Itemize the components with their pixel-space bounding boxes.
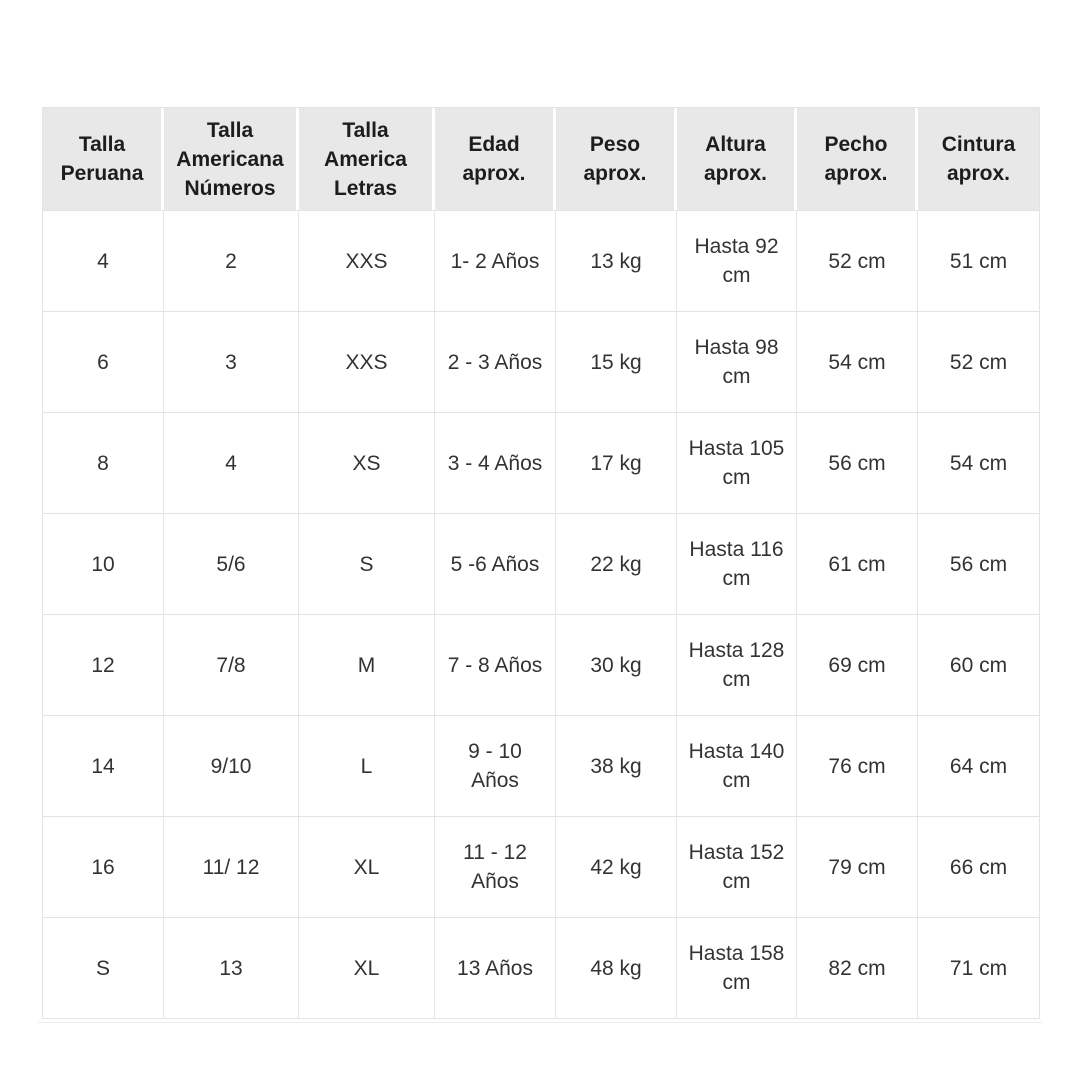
size-chart-cell: XL — [299, 917, 435, 1018]
size-chart-cell: 11/ 12 — [164, 816, 299, 917]
size-chart-cell: 9/10 — [164, 715, 299, 816]
column-header-2: Talla America Letras — [299, 108, 435, 210]
size-chart-cell: M — [299, 614, 435, 715]
size-chart-cell: Hasta 98 cm — [677, 311, 797, 412]
column-header-0: Talla Peruana — [43, 108, 164, 210]
size-chart-cell: L — [299, 715, 435, 816]
column-header-4: Peso aprox. — [556, 108, 677, 210]
size-chart-body — [43, 210, 1039, 1018]
size-chart-row-6 — [43, 816, 1039, 917]
column-header-6: Pecho aprox. — [797, 108, 918, 210]
size-chart-cell: 52 cm — [797, 210, 918, 311]
size-chart-cell: 82 cm — [797, 917, 918, 1018]
size-chart-cell: 13 Años — [435, 917, 556, 1018]
size-chart-cell: 4 — [164, 412, 299, 513]
size-chart-cell: 66 cm — [918, 816, 1039, 917]
size-chart-cell: 64 cm — [918, 715, 1039, 816]
size-chart-row-7 — [43, 917, 1039, 1018]
size-chart-cell: 5/6 — [164, 513, 299, 614]
size-chart-row-2 — [43, 412, 1039, 513]
size-chart-cell: 7/8 — [164, 614, 299, 715]
bottom-divider — [38, 1022, 1042, 1023]
size-chart-cell: 7 - 8 Años — [435, 614, 556, 715]
size-chart-cell: 71 cm — [918, 917, 1039, 1018]
size-chart-cell: 52 cm — [918, 311, 1039, 412]
size-chart-row-0 — [43, 210, 1039, 311]
size-chart-row-3 — [43, 513, 1039, 614]
size-chart-cell: 6 — [43, 311, 164, 412]
size-chart-cell: XXS — [299, 311, 435, 412]
size-chart-row-1 — [43, 311, 1039, 412]
size-chart-cell: 14 — [43, 715, 164, 816]
size-chart-cell: 1- 2 Años — [435, 210, 556, 311]
size-chart-cell: Hasta 116 cm — [677, 513, 797, 614]
column-header-5: Altura aprox. — [677, 108, 797, 210]
size-chart-header-row — [43, 108, 1039, 210]
size-chart-cell: 79 cm — [797, 816, 918, 917]
size-chart-cell: Hasta 92 cm — [677, 210, 797, 311]
size-chart-cell: 54 cm — [797, 311, 918, 412]
size-chart-cell: 54 cm — [918, 412, 1039, 513]
size-chart-cell: Hasta 152 cm — [677, 816, 797, 917]
size-chart-cell: 3 - 4 Años — [435, 412, 556, 513]
size-chart-cell: Hasta 128 cm — [677, 614, 797, 715]
size-chart-cell: XS — [299, 412, 435, 513]
size-chart-cell: 60 cm — [918, 614, 1039, 715]
size-chart-cell: 2 - 3 Años — [435, 311, 556, 412]
size-chart-cell: 12 — [43, 614, 164, 715]
size-chart-cell: XXS — [299, 210, 435, 311]
column-header-3: Edad aprox. — [435, 108, 556, 210]
size-chart-cell: XL — [299, 816, 435, 917]
size-chart-cell: 15 kg — [556, 311, 677, 412]
size-chart-cell: 9 - 10 Años — [435, 715, 556, 816]
size-chart-cell: 61 cm — [797, 513, 918, 614]
size-chart-cell: 3 — [164, 311, 299, 412]
column-header-1: Talla Americana Números — [164, 108, 299, 210]
size-chart-cell: S — [43, 917, 164, 1018]
size-chart-cell: 22 kg — [556, 513, 677, 614]
size-chart-cell: S — [299, 513, 435, 614]
size-chart-cell: 5 -6 Años — [435, 513, 556, 614]
size-chart-table — [42, 107, 1040, 1019]
size-chart-cell: 48 kg — [556, 917, 677, 1018]
size-chart-row-5 — [43, 715, 1039, 816]
size-chart-cell: Hasta 140 cm — [677, 715, 797, 816]
size-chart-cell: 4 — [43, 210, 164, 311]
size-chart-cell: 16 — [43, 816, 164, 917]
size-chart-cell: 8 — [43, 412, 164, 513]
size-chart-cell: 38 kg — [556, 715, 677, 816]
size-chart-cell: Hasta 158 cm — [677, 917, 797, 1018]
size-chart-cell: 56 cm — [797, 412, 918, 513]
size-chart-cell: 11 - 12 Años — [435, 816, 556, 917]
size-chart-cell: 13 kg — [556, 210, 677, 311]
size-chart-cell: 56 cm — [918, 513, 1039, 614]
size-chart-cell: 2 — [164, 210, 299, 311]
size-chart-cell: 10 — [43, 513, 164, 614]
size-chart-cell: 69 cm — [797, 614, 918, 715]
size-chart-cell: Hasta 105 cm — [677, 412, 797, 513]
size-chart-cell: 42 kg — [556, 816, 677, 917]
size-chart-cell: 76 cm — [797, 715, 918, 816]
size-chart-cell: 13 — [164, 917, 299, 1018]
column-header-7: Cintura aprox. — [918, 108, 1039, 210]
size-chart-cell: 51 cm — [918, 210, 1039, 311]
size-chart-cell: 30 kg — [556, 614, 677, 715]
size-chart-cell: 17 kg — [556, 412, 677, 513]
size-chart-row-4 — [43, 614, 1039, 715]
